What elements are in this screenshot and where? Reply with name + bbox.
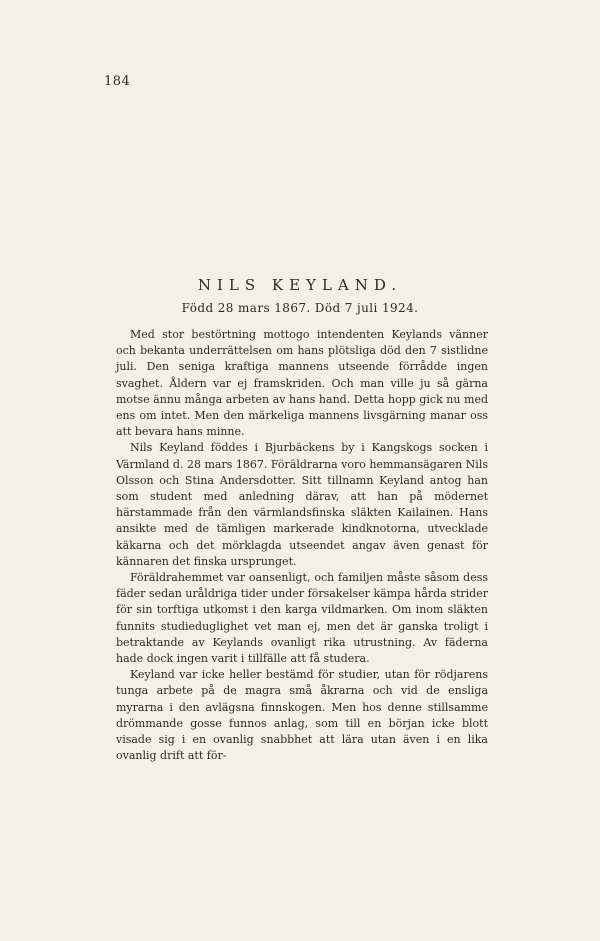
page-number: 184 <box>104 74 131 89</box>
paragraph: Föräldrahemmet var oansenligt, och familjen måste såsom dess fäder sedan uråldriga tider under försakelser kämpa hårda strider för sin torftiga utkomst i den karga vildmarken. Om inom släkten funnits studieduglighet vet man ej, men det är ganska troligt i betraktande av Keylands ovanligt rika utrustning. Av fäderna hade dock ingen varit i tillfälle att få studera. <box>116 571 488 666</box>
paragraph: Med stor bestörtning mottogo intendenten Keylands vänner och bekanta underrättelsen om hans plötsliga död den 7 sistlidne juli. Den seniga kraftiga mannens utseende förrådde ingen svaghet. Åldern var ej framskriden. Och man ville ju så gärna motse ännu många arbeten av hans hand. Detta hopp gick nu med ens om intet. Men den märkeliga mannens livsgärning manar oss att bevara hans minne. <box>116 328 488 439</box>
article-subtitle: Född 28 mars 1867. Död 7 juli 1924. <box>181 301 419 315</box>
article-body <box>116 327 488 764</box>
paragraph: Keyland var icke heller bestämd för studier, utan för rödjarens tunga arbete på de magra små åkrarna och vid de ensliga myrarna i den avlägsna finnskogen. Men hos denne stillsamme drömmande gosse funnos anlag, som till en början icke blott visade sig i en ovanlig snabbhet att lära utan även i en lika ovanlig drift att för- <box>116 668 488 763</box>
article-title: NILS KEYLAND. <box>197 276 403 294</box>
paragraph: Nils Keyland föddes i Bjurbäckens by i Kangskogs socken i Värmland d. 28 mars 1867. Föräldrarna voro hemmansägaren Nils Olsson och Stina Andersdotter. Sitt tillnamn Keyland antog han som student med anledning därav, att han på mödernet härstammade från den värmlandsfinska släkten Kailainen. Hans ansikte med de tämligen markerade kindknotorna, utvecklade käkarna och det mörklagda utseendet angav även genast för kännaren det finska ursprunget. <box>116 441 488 568</box>
